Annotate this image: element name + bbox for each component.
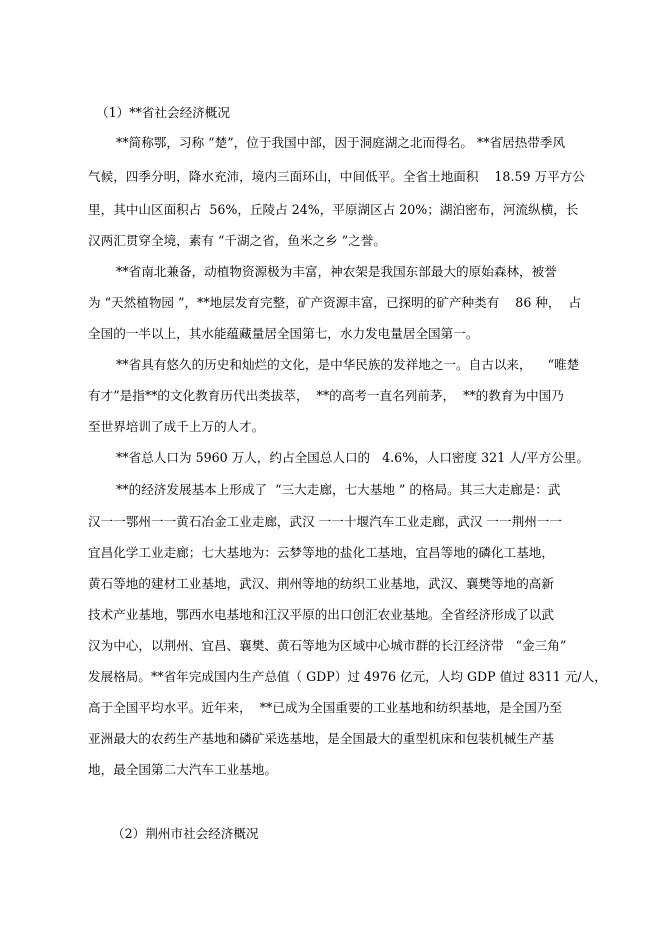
paragraph-line: 汉两汇贯穿全境，素有 “千湖之省，鱼米之乡 ”之誉。: [88, 233, 386, 248]
paragraph-line: 宜昌化学工业走廊；七大基地为：云梦等地的盐化工基地，宜昌等地的磷化工基地，: [88, 545, 554, 560]
paragraph-line: 气候，四季分明，降水充沛，境内三面环山，中间低平。全省土地面积 18.59 万平方公: [88, 169, 585, 184]
paragraph-line: 有才”是指**的文化教育历代出类拔萃， **的高考一直名列前茅， **的教育为中国乃: [88, 388, 564, 403]
paragraph-line: 黄石等地的建材工业基地，武汉、荆州等地的纺织工业基地，武汉、襄樊等地的高新: [88, 576, 554, 591]
paragraph-line: **的经济发展基本上形成了 “三大走廊，七大基地 ” 的格局。其三大走廊是：武: [116, 482, 561, 497]
paragraph-line: 地，最全国第二大汽车工业基地。: [88, 762, 277, 777]
paragraph-line: **简称鄂，习称 “楚”，位于我国中部，因于洞庭湖之北而得名。 **省居热带季风: [116, 135, 566, 150]
paragraph-line: 发展格局。**省年完成国内生产总值（ GDP）过 4976 亿元，人均 GDP 值过 8311 元/人，: [88, 669, 607, 684]
paragraph-line: 汉一一鄂州一一黄石冶金工业走廊，武汉 一一十堰汽车工业走廊，武汉 一一荆州一一: [88, 514, 562, 529]
paragraph-line: **省南北兼备，动植物资源极为丰富，神农架是我国东部最大的原始森林，被誉: [116, 264, 557, 279]
paragraph-line: 里，其中山区面积占 56%，丘陵占 24%，平原湖区占 20%；湖泊密布，河流纵横，长: [88, 202, 579, 217]
paragraph-line: 为 “天然植物园 ”，**地层发育完整，矿产资源丰富，已探明的矿产种类有 86 种， 占: [88, 295, 582, 310]
paragraph-line: **省总人口为 5960 万人，约占全国总人口的 4.6%，人口密度 321 人/平方公里。: [116, 450, 589, 465]
paragraph-line: 至世界培训了成千上万的人才。: [88, 419, 265, 434]
paragraph-line: **省具有悠久的历史和灿烂的文化，是中华民族的发祥地之一。自古以来， “唯楚: [116, 357, 580, 372]
section-heading-jingzhou: （2）荆州市社会经济概况: [112, 826, 259, 841]
section-heading-province: （1）**省社会经济概况: [96, 105, 230, 120]
paragraph-line: 汉为中心，以荆州、宜昌、襄樊、黄石等地为区域中心城市群的长江经济带 “金三角”: [88, 638, 567, 653]
paragraph-line: 亚洲最大的农药生产基地和磷矿采选基地，是全国最大的重型机床和包装机械生产基: [88, 731, 554, 746]
paragraph-line: 技术产业基地，鄂西水电基地和江汉平原的出口创汇农业基地。全省经济形成了以武: [88, 607, 554, 622]
paragraph-line: 高于全国平均水平。近年来， **已成为全国重要的工业基地和纺织基地，是全国乃至: [88, 700, 562, 715]
paragraph-line: 全国的一半以上，其水能蕴藏量居全国第七，水力发电量居全国第一。: [88, 326, 479, 341]
